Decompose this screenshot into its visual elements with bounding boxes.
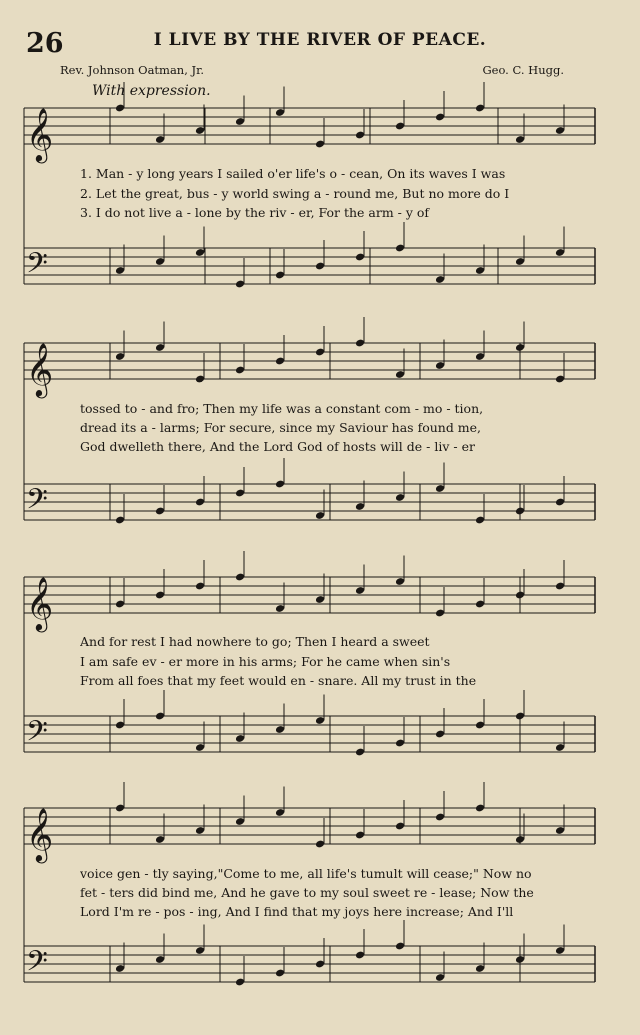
clef-icon: 𝄞 — [26, 342, 54, 396]
lyric-line: God dwelleth there, And the Lord God of hosts will de - liv - er — [80, 439, 475, 454]
composer-credit: Geo. C. Hugg. — [482, 63, 564, 77]
lyric-line: 2. Let the great, bus - y world swing a - round me, But no more do I — [80, 186, 510, 201]
lyric-line: 1. Man - y long years I sailed o'er life's o - cean, On its waves I was — [80, 166, 506, 181]
page-number: 26 — [26, 28, 64, 59]
clef-icon: 𝄢 — [26, 945, 48, 985]
tempo-marking: With expression. — [92, 83, 211, 99]
clef-icon: 𝄞 — [26, 107, 54, 161]
author-credit: Rev. Johnson Oatman, Jr. — [60, 63, 205, 77]
clef-icon: 𝄢 — [26, 247, 48, 287]
lyric-line: I am safe ev - er more in his arms; For he came when sin's — [80, 654, 451, 669]
clef-icon: 𝄢 — [26, 715, 48, 755]
lyric-line: fet - ters did bind me, And he gave to my soul sweet re - lease; Now the — [80, 885, 534, 900]
clef-icon: 𝄞 — [26, 807, 54, 861]
clef-icon: 𝄞 — [26, 576, 54, 630]
clef-icon: 𝄢 — [26, 483, 48, 523]
lyric-line: voice gen - tly saying,"Come to me, all life's tumult will cease;" Now no — [80, 866, 532, 881]
lyric-line: And for rest I had nowhere to go; Then I heard a sweet — [80, 634, 430, 649]
hymn-title: I LIVE BY THE RIVER OF PEACE. — [153, 30, 487, 50]
lyric-line: tossed to - and fro; Then my life was a constant com - mo - tion, — [80, 401, 484, 416]
lyric-line: 3. I do not live a - lone by the riv - er, For the arm - y of — [80, 205, 430, 220]
lyric-line: Lord I'm re - pos - ing, And I find that my joys here increase; And I'll — [80, 904, 514, 919]
lyric-line: From all foes that my feet would en - snare. All my trust in the — [80, 673, 477, 688]
lyric-line: dread its a - larms; For secure, since my Saviour has found me, — [80, 420, 482, 435]
